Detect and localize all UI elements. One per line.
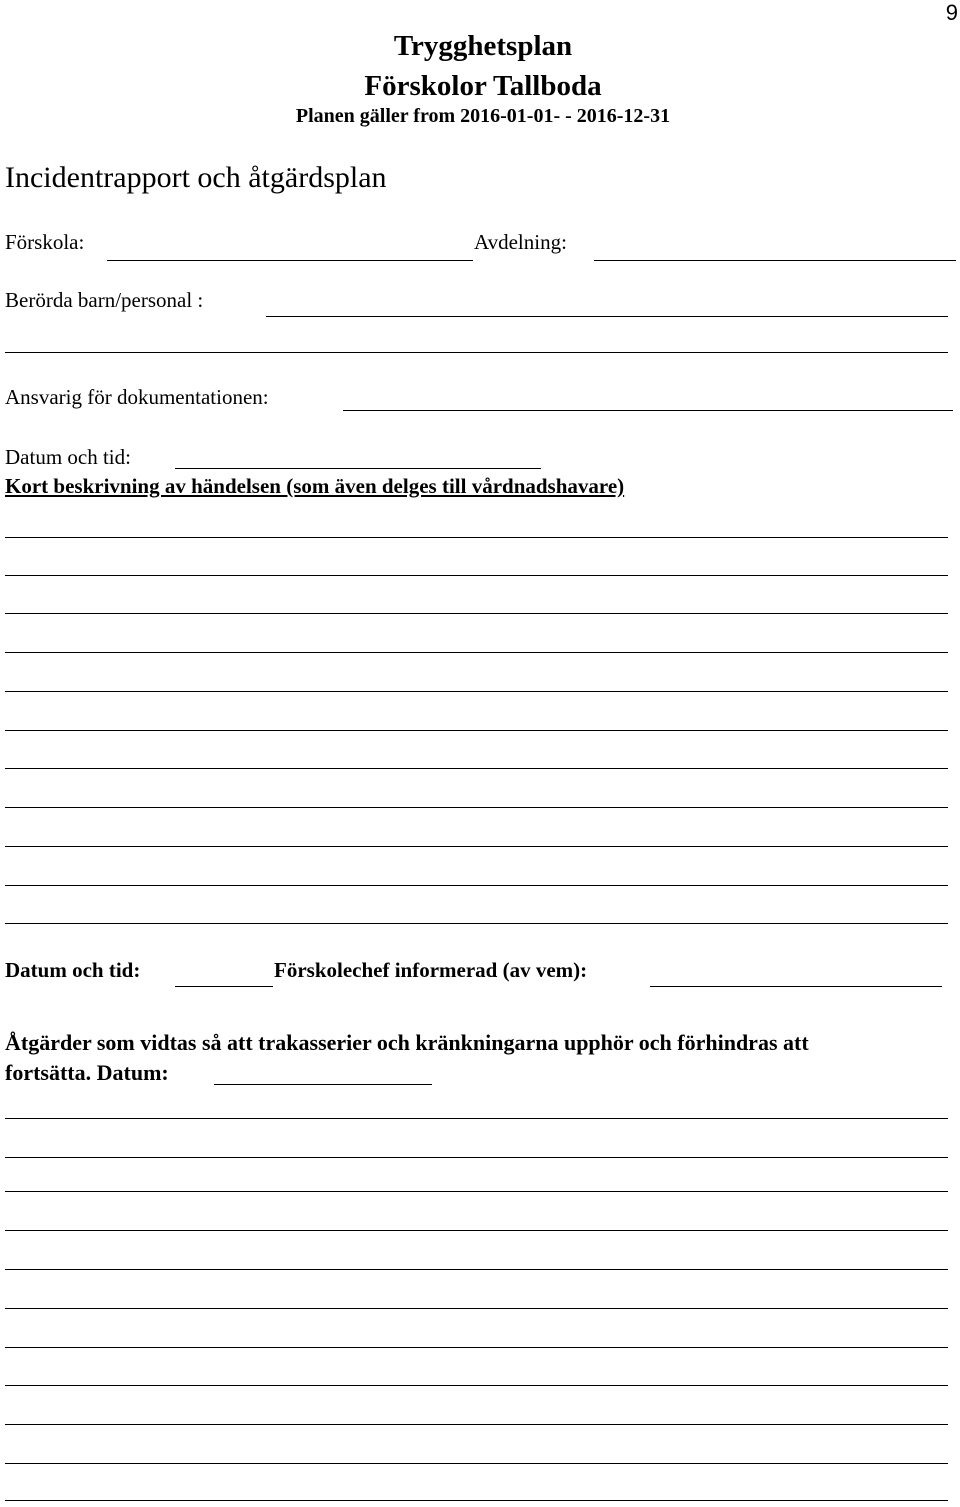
datum-tid-label-2: Datum och tid:	[5, 958, 141, 982]
forskola-field[interactable]	[107, 260, 473, 261]
ansvarig-label: Ansvarig för dokumentationen:	[5, 385, 269, 409]
beskrivning-label: Kort beskrivning av händelsen (som även delges till vårdnadshavare)	[5, 474, 625, 498]
beskrivning-line[interactable]	[5, 652, 948, 653]
berorda-field[interactable]	[266, 316, 948, 317]
datum-tid-label: Datum och tid:	[5, 445, 131, 469]
atgarder-line[interactable]	[5, 1157, 948, 1158]
atgarder-line[interactable]	[5, 1269, 948, 1270]
forskola-label: Förskola:	[5, 230, 85, 254]
document-subtitle: Förskolor Tallboda	[364, 70, 602, 102]
beskrivning-line[interactable]	[5, 885, 948, 886]
datum-tid-field[interactable]	[175, 468, 541, 469]
beskrivning-line[interactable]	[5, 807, 948, 808]
page-number: 9	[945, 0, 958, 25]
atgarder-datum-field[interactable]	[214, 1084, 432, 1085]
form-heading: Incidentrapport och åtgärdsplan	[5, 161, 387, 194]
avdelning-field[interactable]	[594, 260, 956, 261]
ansvarig-field[interactable]	[343, 410, 953, 411]
beskrivning-line[interactable]	[5, 923, 948, 924]
beskrivning-line[interactable]	[5, 691, 948, 692]
beskrivning-line[interactable]	[5, 730, 948, 731]
atgarder-line[interactable]	[5, 1308, 948, 1309]
beskrivning-line[interactable]	[5, 846, 948, 847]
atgarder-label-line2: fortsätta. Datum:	[5, 1060, 169, 1085]
beskrivning-line[interactable]	[5, 613, 948, 614]
forskolechef-field[interactable]	[650, 986, 942, 987]
atgarder-line[interactable]	[5, 1424, 948, 1425]
forskolechef-label: Förskolechef informerad (av vem):	[274, 958, 588, 982]
validity-period: Planen gäller from 2016-01-01- - 2016-12-31	[295, 105, 671, 127]
beskrivning-line[interactable]	[5, 575, 948, 576]
atgarder-label-line1: Åtgärder som vidtas så att trakasserier och kränkningarna upphör och förhindras att	[5, 1030, 809, 1055]
atgarder-line[interactable]	[5, 1463, 948, 1464]
atgarder-line[interactable]	[5, 1500, 948, 1501]
document-title: Trygghetsplan	[393, 30, 573, 62]
datum-tid-field-2[interactable]	[175, 986, 273, 987]
atgarder-line[interactable]	[5, 1118, 948, 1119]
beskrivning-line[interactable]	[5, 537, 948, 538]
beskrivning-line[interactable]	[5, 768, 948, 769]
atgarder-line[interactable]	[5, 1347, 948, 1348]
berorda-field-continued[interactable]	[5, 352, 948, 353]
atgarder-line[interactable]	[5, 1191, 948, 1192]
atgarder-line[interactable]	[5, 1230, 948, 1231]
avdelning-label: Avdelning:	[474, 230, 567, 254]
atgarder-line[interactable]	[5, 1385, 948, 1386]
berorda-label: Berörda barn/personal :	[5, 288, 204, 312]
